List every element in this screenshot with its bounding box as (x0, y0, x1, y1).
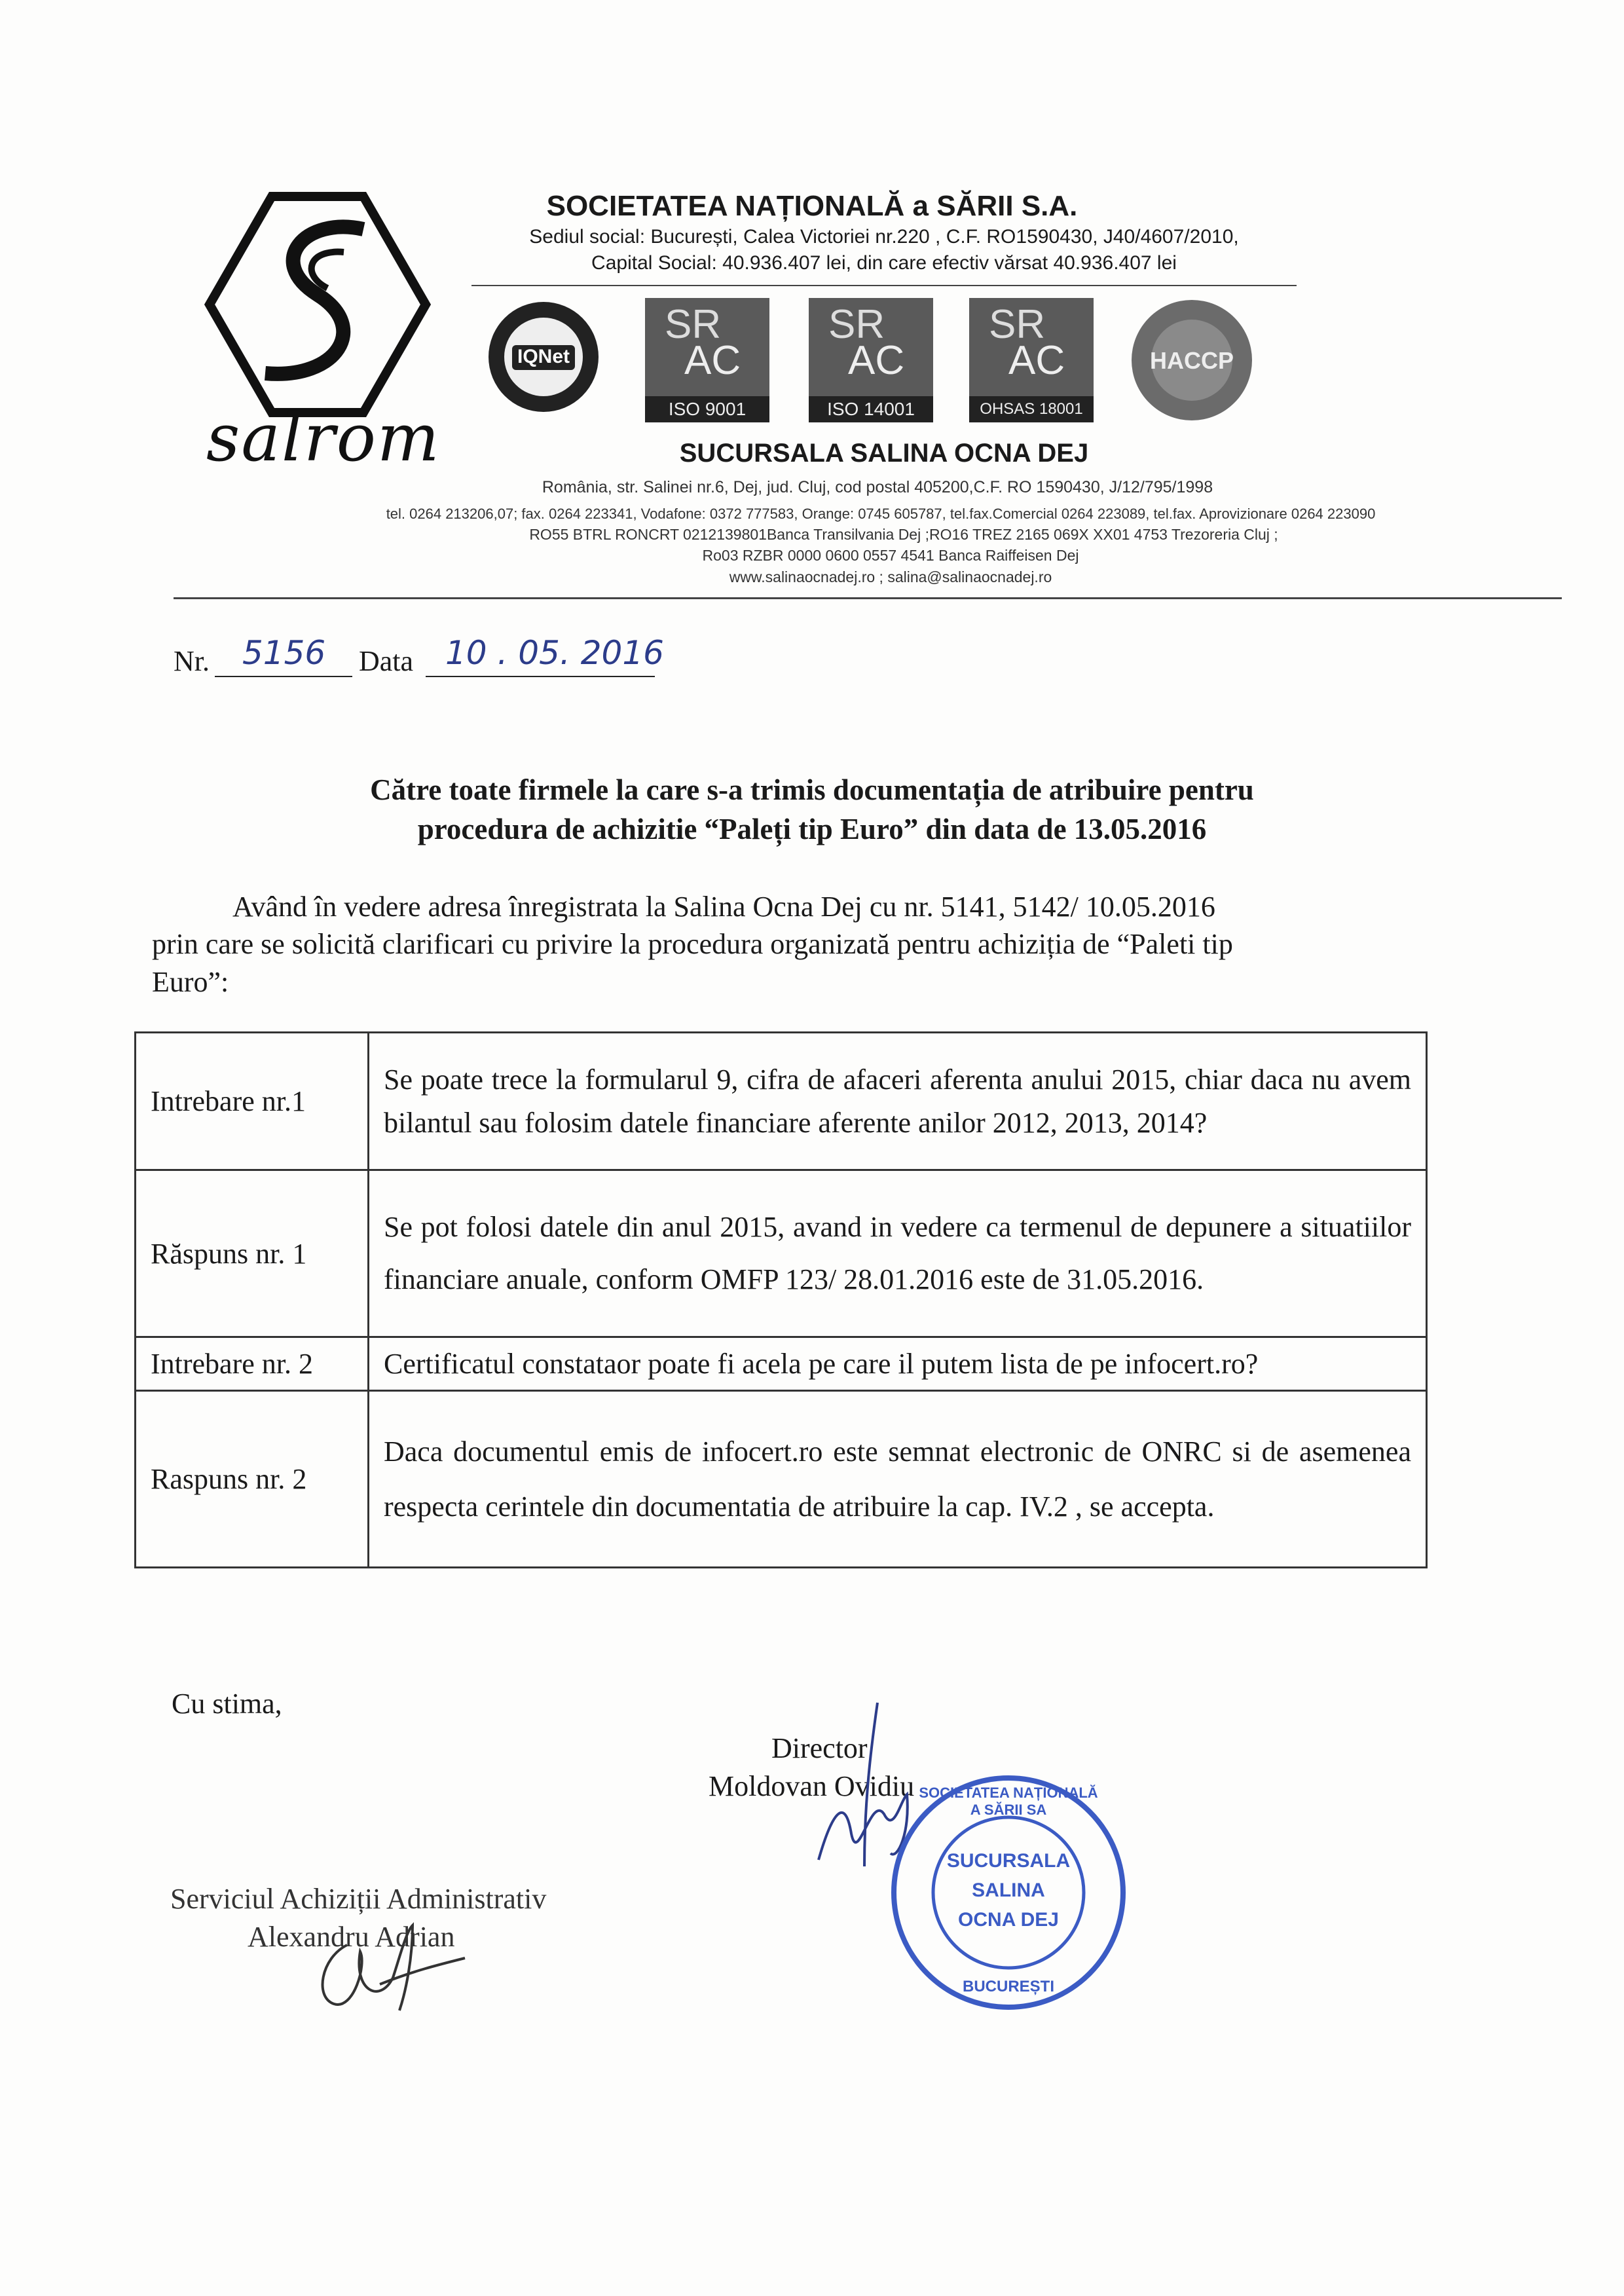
qa-text: Daca documentul emis de infocert.ro este semnat electronic de ONRC si de asemenea respecta cerintele din documentatia de atribuire la cap. IV.2 , se accepta. (369, 1391, 1427, 1568)
company-name: SOCIETATEA NAȚIONALĂ a SĂRII S.A. (546, 190, 1078, 222)
qa-table (134, 1031, 1428, 1568)
director-title: Director (771, 1732, 868, 1764)
director-name: Moldovan Ovidiu (709, 1770, 915, 1802)
qa-text: Se pot folosi datele din anul 2015, avand in vedere ca termenul de depunere a situatiilor financiare anuale, conform OMFP 123/ 28.01.2016 este de 31.05.2016. (369, 1170, 1427, 1337)
branch-bank-1: RO55 BTRL RONCRT 0212139801Banca Transilvania Dej ;RO16 TREZ 2165 069X XX01 4753 Trezoreria Cluj ; (529, 526, 1278, 543)
qa-label: Răspuns nr. 1 (136, 1170, 369, 1337)
service-signature-icon (308, 1906, 478, 2024)
iqnet-badge (485, 298, 602, 416)
cert-ac-label: AC (1008, 338, 1065, 383)
cert-iso-label: ISO 14001 (809, 396, 933, 422)
table-row (136, 1170, 1427, 1337)
branch-web: www.salinaocnadej.ro ; salina@salinaocnadej.ro (729, 568, 1052, 585)
stamp-center-3: OCNA DEJ (958, 1909, 1059, 1931)
branch-bank-2: Ro03 RZBR 0000 0600 0557 4541 Banca Raiffeisen Dej (702, 547, 1079, 564)
reg-nr-line (215, 676, 352, 677)
service-name: Serviciul Achiziții Administrativ (170, 1883, 547, 1915)
subject-line-1: Către toate firmele la care s-a trimis documentația de atribuire pentru (370, 773, 1254, 806)
branch-name: SUCURSALA SALINA OCNA DEJ (679, 439, 1089, 468)
logo-wordmark: salrom (206, 399, 441, 476)
qa-label: Raspuns nr. 2 (136, 1391, 369, 1568)
qa-label: Intrebare nr. 2 (136, 1337, 369, 1391)
cert-ac-label: AC (848, 338, 905, 383)
intro-line-1: Având în vedere adresa înregistrata la Salina Ocna Dej cu nr. 5141, 5142/ 10.05.2016 (232, 891, 1215, 923)
intro-line-3: Euro”: (152, 966, 229, 998)
cert-iso-label: OHSAS 18001 (969, 396, 1094, 422)
haccp-label: HACCP (1149, 347, 1234, 374)
cert-sr-label: SR (989, 302, 1046, 347)
reg-data-value: 10 . 05. 2016 (445, 634, 664, 672)
reg-nr-label: Nr. (174, 645, 210, 677)
cert-sr-label: SR (665, 302, 722, 347)
service-person: Alexandru Adrian (248, 1921, 455, 1953)
stamp-bottom-text: BUCUREȘTI (962, 1978, 1054, 1995)
stamp-ring-text: SOCIETATEA NAȚIONALĂ A SĂRII SA (919, 1785, 1098, 1818)
subject-line-2: procedura de achizitie “Paleți tip Euro” din data de 13.05.2016 (417, 813, 1207, 845)
company-capital: Capital Social: 40.936.407 lei, din care efectiv vărsat 40.936.407 lei (591, 252, 1177, 274)
branch-phones: tel. 0264 213206,07; fax. 0264 223341, Vodafone: 0372 777583, Orange: 0745 605787, tel.fax.Comercial 0264 223089, tel.fax. Aprovizionare 0264 223090 (386, 506, 1376, 522)
qa-label: Intrebare nr.1 (136, 1033, 369, 1170)
company-seat: Sediul social: București, Calea Victoriei nr.220 , C.F. RO1590430, J40/4607/2010, (529, 226, 1239, 248)
reg-data-label: Data (359, 645, 414, 677)
header-rule-top (471, 285, 1297, 286)
iqnet-label: IQNet (517, 346, 570, 367)
official-stamp (887, 1771, 1130, 2014)
qa-text: Se poate trece la formularul 9, cifra de afaceri aferenta anului 2015, chiar daca nu avem bilantul sau folosim datele financiare aferente anilor 2012, 2013, 2014? (369, 1033, 1427, 1170)
cert-sr-label: SR (828, 302, 885, 347)
cert-badge-ohsas18001 (969, 298, 1094, 422)
cert-ac-label: AC (684, 338, 741, 383)
table-row (136, 1337, 1427, 1391)
cert-iso-label: ISO 9001 (645, 396, 769, 422)
cert-badge-iso14001 (809, 298, 933, 422)
haccp-badge (1130, 298, 1254, 422)
table-row (136, 1391, 1427, 1568)
cert-badge-iso9001 (645, 298, 769, 422)
stamp-center-1: SUCURSALA (946, 1850, 1071, 1872)
header-rule-bottom (174, 597, 1562, 599)
salrom-logo (187, 190, 449, 478)
table-row (136, 1033, 1427, 1170)
intro-line-2: prin care se solicită clarificari cu privire la procedura organizată pentru achiziția de “Paleti tip (152, 928, 1233, 960)
branch-address: România, str. Salinei nr.6, Dej, jud. Cluj, cod postal 405200,C.F. RO 1590430, J/12/795/1998 (542, 478, 1213, 496)
reg-data-line (426, 676, 655, 677)
closing-greeting: Cu stima, (172, 1688, 282, 1720)
qa-text: Certificatul constataor poate fi acela pe care il putem lista de pe infocert.ro? (369, 1337, 1427, 1391)
stamp-center-2: SALINA (972, 1879, 1045, 1901)
reg-nr-value: 5156 (242, 634, 326, 672)
